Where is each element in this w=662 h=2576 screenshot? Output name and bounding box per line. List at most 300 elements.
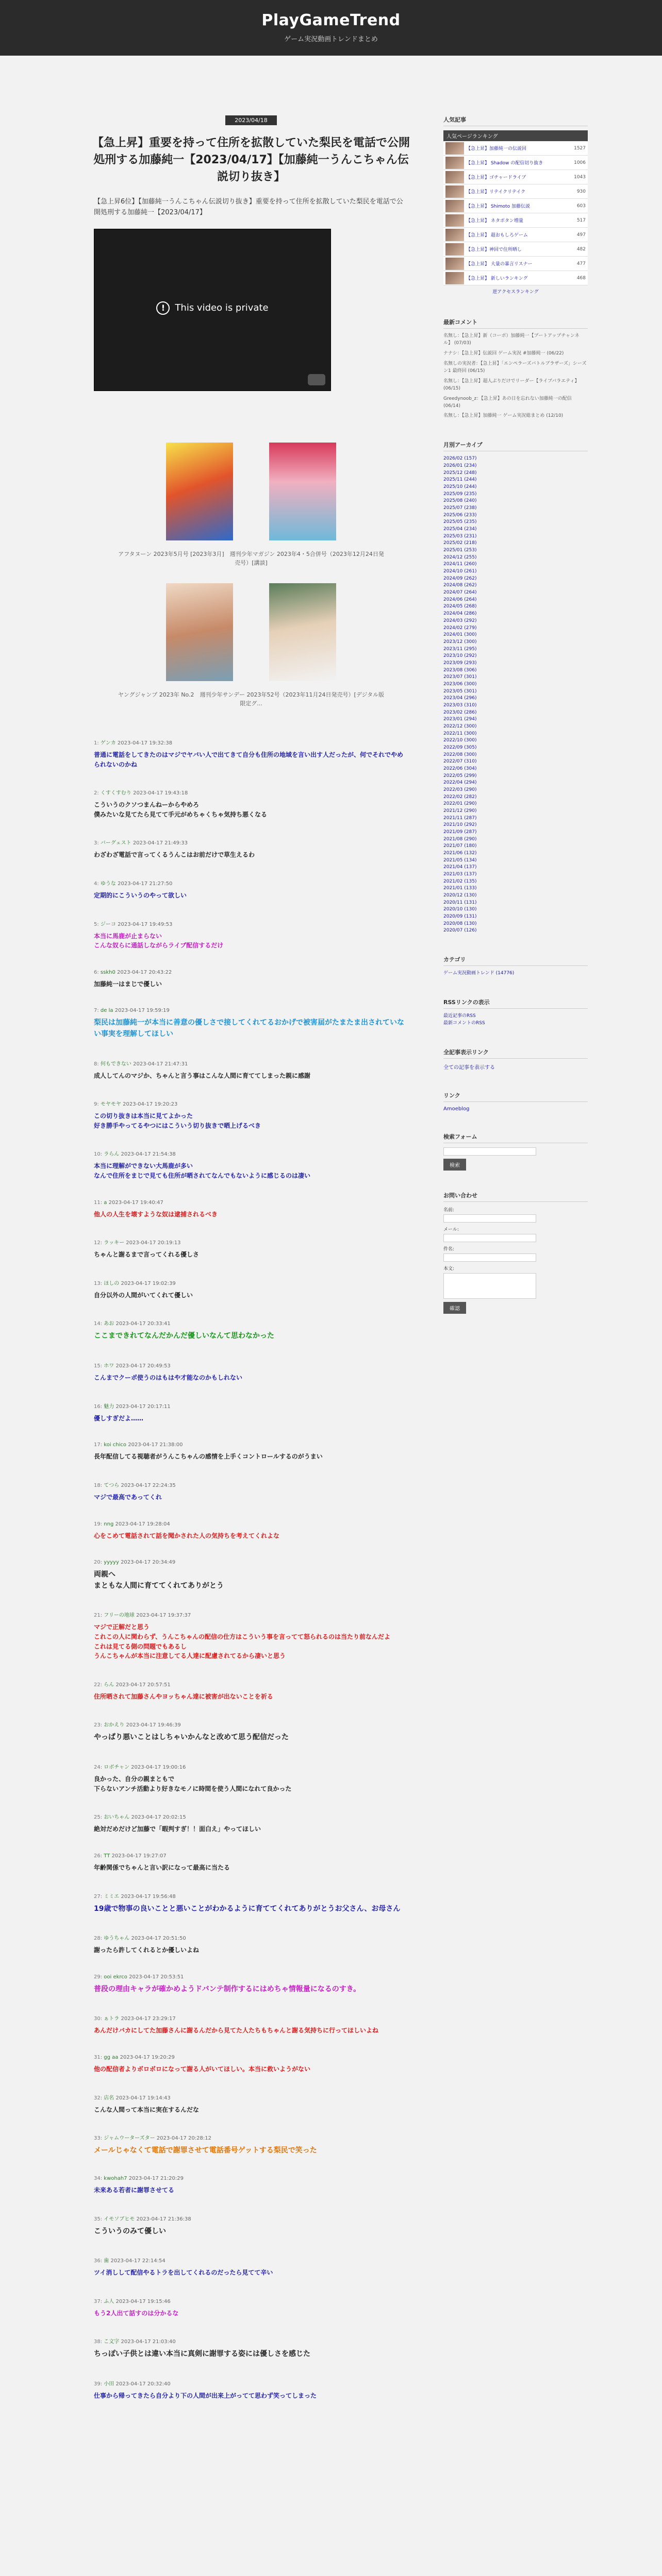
archive-item[interactable]: 2023/10 (292) [443,653,477,659]
comment-date: 2023-04-17 19:37:37 [136,1613,191,1619]
comment-body: やっぱり悪いことはしちゃいかんなと改めて思う配信だった [94,1733,289,1742]
comment-number: 34: [94,2175,103,2181]
all-posts-title: 全記事表示リンク [443,1048,588,1059]
comment-date: 2023-04-17 19:59:19 [114,1008,170,1014]
comment-number: 15: [94,1363,103,1369]
comment-item [94,2093,408,2115]
archive-item[interactable]: 2021/09 (287) [443,829,477,835]
comment-author: TT [104,1853,110,1859]
archive-item[interactable]: 2023/01 (294) [443,717,477,722]
comment-author: ミミエ [104,1893,120,1900]
comment-author: バーグェスト [100,840,131,846]
comment-author: kwohah7 [104,2175,127,2181]
archive-item[interactable]: 2025/01 (253) [443,548,477,553]
comment-meta [94,2214,408,2222]
comment-date: 2023-04-17 19:27:07 [111,1853,167,1859]
comment-meta [94,1762,408,1770]
comment-meta [94,838,408,846]
comment-author: 店名 [104,2095,114,2101]
ranking-count: 497 [576,232,586,238]
cover-caption: アフタヌーン 2023年5月号 [2023年3月] 週刊少年マガジン 2023年4・5合併号（2023年12月24日発売号）[講談] [118,550,384,567]
recent-comment-item[interactable]: 名無し：【急上昇】新（コーポ）加藤純一【ブートアップチャンネル】 (07/03) [443,333,580,346]
archive-item[interactable]: 2021/04 (137) [443,865,477,870]
contact-name-label: 名前: [443,1207,455,1213]
comment-body: こういうのみて優しい [94,2227,166,2235]
comment-item [94,838,408,860]
comment-body: メールじゃなくて電話で謝罪させて電話番号ゲットする梨民で笑った [94,2146,317,2155]
ranking-count: 1006 [574,160,586,165]
ranking-thumbnail[interactable] [445,171,464,183]
comment-number: 5: [94,921,99,927]
ranking-thumbnail[interactable] [445,243,464,256]
contact-subject-field[interactable] [443,1253,536,1262]
comment-number: 25: [94,1815,103,1821]
archive-item[interactable]: 2022/01 (290) [443,801,477,807]
archive-item[interactable]: 2025/02 (218) [443,540,477,546]
comment-item [94,1238,408,1260]
comment-date: 2023-04-17 20:34:49 [121,1560,176,1566]
archive-item[interactable]: 2021/10 (292) [443,822,477,828]
archive-item[interactable]: 2020/09 (131) [443,914,477,920]
archive-item[interactable]: 2020/11 (131) [443,900,477,905]
ranking-count: 930 [576,189,586,194]
comment-number: 16: [94,1403,103,1410]
comment-author: ゆうちゃん [104,1936,130,1942]
comment-number: 8: [94,1061,99,1067]
archive-item[interactable]: 2023/09 (293) [443,660,477,666]
comment-date: 2023-04-17 20:19:13 [126,1240,181,1246]
comment-meta [94,1934,408,1941]
contact-body-field[interactable] [443,1273,536,1299]
comment-meta [94,1720,408,1728]
comment-meta [94,1279,408,1286]
archive-item[interactable]: 2020/12 (130) [443,893,477,899]
comment-number: 10: [94,1151,103,1158]
comment-item [94,879,408,901]
comment-date: 2023-04-17 19:02:39 [121,1280,176,1286]
archive-item[interactable]: 2022/07 (310) [443,759,477,765]
archive-item[interactable]: 2025/09 (235) [443,491,477,497]
archive-item[interactable]: 2021/07 (180) [443,843,477,849]
ranking-row[interactable] [443,228,588,242]
comment-body: 長年配信してる視聴者がうんこちゃんの感情を上手くコントロールするのがうまい [94,1453,323,1461]
archive-item[interactable]: 2024/08 (262) [443,583,477,588]
archive-item[interactable]: 2021/11 (287) [443,815,477,821]
ranking-label[interactable]: 【急上昇】 Shimoto 加藤伝説 [466,204,530,209]
archive-item[interactable]: 2026/02 (157) [443,456,477,462]
comment-item [94,2014,408,2036]
comment-date: 2023-04-17 22:14:54 [110,2258,166,2264]
ranking-list [443,141,588,285]
comment-item [94,1812,408,1834]
comment-number: 37: [94,2298,103,2304]
ranking-thumbnail[interactable] [445,200,464,212]
comment-meta [94,738,408,746]
ranking-label[interactable]: 【急上昇】ゴチャードライブ [466,175,526,180]
comment-author: ふ人 [104,2298,114,2304]
magazine-cover-image[interactable] [269,443,336,540]
archive-item[interactable]: 2023/03 (310) [443,702,477,708]
comment-date: 2023-04-17 20:28:12 [156,2136,211,2142]
archive-item[interactable]: 2024/01 (300) [443,632,477,638]
comment-item [94,1361,408,1383]
comment-body: こんな人間って本当に実在するんだな [94,2106,200,2113]
archive-item[interactable]: 2023/08 (306) [443,667,477,673]
ranking-label[interactable]: 【急上昇】神回で住所晒し [466,247,522,252]
links-block [443,1091,588,1112]
comment-date: 2023-04-17 21:36:38 [136,2216,191,2222]
comment-body: マジで最高であってくれ [94,1493,162,1501]
comment-meta [94,1611,408,1618]
ranking-thumbnail[interactable] [445,157,464,169]
page-body [73,56,589,2420]
comment-date: 2023-04-17 20:53:51 [129,1974,184,1980]
comment-meta [94,1974,408,1980]
comment-number: 23: [94,1722,103,1728]
archive-item[interactable]: 2023/02 (286) [443,709,477,715]
archive-item[interactable]: 2022/08 (300) [443,752,477,757]
comment-author: くすくすむり [100,790,131,796]
archive-item[interactable]: 2023/07 (301) [443,674,477,680]
rss-block [443,998,588,1027]
ranking-label[interactable]: 【急上昇】 ネタボタン増量 [466,218,523,224]
comment-author: こ文字 [104,2339,120,2345]
recent-comment-item[interactable]: Greedynoob_z：【急上昇】あの日を忘れない加藤純一の配信 (06/14) [443,396,572,409]
rss-title: RSSリンクの表示 [443,998,588,1009]
comment-date: 2023-04-17 22:24:35 [121,1482,176,1488]
comment-body: 本当に馬鹿が止まらない こんな奴らに通話しながらライブ配信するだけ [94,932,224,950]
comment-body: 住所晒されて加藤さんやヨッちゃん達に被害が出ないことを祈る [94,1692,273,1700]
comment-author: ホワ [104,1363,114,1369]
comment-date: 2023-04-17 19:14:43 [115,2095,171,2101]
contact-email-field[interactable] [443,1234,536,1242]
external-link[interactable]: Amoeblog [443,1106,470,1112]
recent-comment-item[interactable]: 名無し：【急上昇】加藤純一 ゲーム実況総まとめ (12/10) [443,413,564,419]
ranking-label[interactable]: 【急上昇】 大量の暴言リスナー [466,262,533,267]
archive-item[interactable]: 2024/10 (261) [443,569,477,574]
comment-author: 何もできない [100,1061,131,1067]
comment-body: もう2人出て話すのは分かるな [94,2309,179,2317]
archive-item[interactable]: 2022/06 (304) [443,766,477,771]
ranking-label[interactable]: 【急上昇】 Shadow の配信切り抜き [466,161,543,166]
comment-meta [94,1319,408,1327]
comment-date: 2023-04-17 21:49:33 [133,840,188,846]
comment-number: 12: [94,1240,103,1246]
cover-row-1 [73,443,429,540]
ranking-more-link[interactable]: 逆アクセスランキング [492,290,539,295]
comment-item [94,1892,408,1915]
magazine-cover-image[interactable] [166,583,233,681]
comment-author: ラッキー [104,1240,125,1246]
ranking-row[interactable] [443,242,588,257]
archive-item[interactable]: 2023/04 (296) [443,696,477,701]
comment-number: 31: [94,2055,103,2061]
comment-author: ooi ekrco [104,1974,127,1980]
comment-date: 2023-04-17 21:20:29 [128,2175,184,2181]
comment-body: あんだけバカにしてた加藤さんに謝るんだから見てた人たちもちゃんと謝る気持ちに行ってほしいよね [94,2027,379,2035]
archive-item[interactable]: 2023/11 (295) [443,646,477,652]
archive-item[interactable]: 2020/08 (130) [443,921,477,926]
contact-name-field[interactable] [443,1214,536,1223]
comment-author: あお [104,1321,114,1327]
comment-body: ちゃんと謝るまで言ってくれる優しさ [94,1251,200,1259]
comment-number: 13: [94,1280,103,1286]
video-message-text: This video is private [175,302,269,313]
category-item[interactable]: ゲーム実況動画トレンド (14776) [443,971,515,976]
comment-number: 35: [94,2216,103,2222]
comment-body: 定期的にこういうのやって欲しい [94,891,187,899]
comment-body: 未来ある若者に謝罪させてる [94,2186,175,2194]
comment-date: 2023-04-17 21:54:38 [121,1151,176,1158]
comment-body: マジで正解だと思う これこの人に関わらず、うんこちゃんの配信の仕方はこういう事を言ってて怒られるのは当たり前なんだよ これは見てる側の問題でもあるし うんこちゃんが本当に注意してる人達に配慮されてるから凄いと思う [94,1623,391,1660]
comment-number: 7: [94,1008,99,1014]
search-input[interactable] [443,1147,536,1156]
archive-item[interactable]: 2024/02 (279) [443,625,477,631]
archive-item[interactable]: 2022/11 (300) [443,731,477,736]
archive-item[interactable]: 2023/06 (300) [443,681,477,687]
archive-item[interactable]: 2021/02 (135) [443,878,477,884]
archive-item[interactable]: 2025/04 (234) [443,527,477,532]
archive-item[interactable]: 2021/03 (137) [443,872,477,877]
comment-item [94,1560,408,1591]
archive-item[interactable]: 2022/02 (282) [443,794,477,800]
search-form-block [443,1132,588,1171]
archive-item[interactable]: 2025/05 (235) [443,519,477,525]
ranking-label[interactable]: 【急上昇】リテイクリテイク [466,190,526,195]
archive-item[interactable]: 2025/03 (231) [443,533,477,539]
comment-meta [94,2093,408,2101]
comment-item [94,1934,408,1955]
ranking-label[interactable]: 【急上昇】加藤純一の伝説回 [466,146,527,151]
comment-date: 2023-04-17 19:40:47 [108,1199,163,1206]
comment-date: 2023-04-17 20:49:53 [115,1363,171,1369]
ranking-thumbnail[interactable] [445,185,464,198]
ranking-row[interactable] [443,141,588,156]
main-content [73,115,429,2420]
comment-item [94,1974,408,1995]
comment-author: フリーの地球 [104,1613,135,1619]
archive-item[interactable]: 2024/05 (268) [443,604,477,609]
comment-meta [94,1008,408,1013]
ranking-count: 477 [576,261,586,266]
post-title[interactable]: 【急上昇】重要を持って住所を拡散していた梨民を電話で公開処刑する加藤純一【2023/04/17】【加藤純一うんこちゃん伝説切り抜き】 [92,137,410,183]
ranking-count: 517 [576,217,586,223]
archive-item[interactable]: 2021/06 (132) [443,851,477,856]
comment-number: 6: [94,969,99,975]
comment-author: 魅力 [104,1403,114,1410]
ranking-thumbnail[interactable] [445,142,464,155]
rss-item[interactable]: 最近記事のRSS [443,1013,476,1019]
comment-body: 自分以外の人間がいてくれて優しい [94,1291,193,1299]
comment-item [94,1762,408,1793]
comment-author: de la [100,1008,113,1014]
magazine-cover-image[interactable] [269,583,336,681]
comment-body: この切り抜きは本当に見てよかった 好き勝手やってるやつにはこういう切り抜きで晒上げるべき [94,1112,261,1129]
comment-date: 2023-04-17 19:15:46 [115,2298,171,2304]
ranking-thumbnail[interactable] [445,258,464,270]
comment-number: 4: [94,880,99,887]
archive-title: 月別アーカイブ [443,440,588,451]
archive-item[interactable]: 2025/07 (238) [443,505,477,511]
comment-date: 2023-04-17 20:43:22 [117,969,172,975]
links-title: リンク [443,1091,588,1102]
contact-submit-button[interactable]: 確認 [443,1302,466,1314]
archive-item[interactable]: 2023/12 (300) [443,639,477,645]
comment-item [94,1521,408,1541]
comment-author: おかえり [104,1722,125,1728]
archive-item[interactable]: 2025/08 (240) [443,498,477,504]
ranking-count: 1043 [574,174,586,180]
archive-item[interactable]: 2021/01 (133) [443,886,477,891]
archive-item[interactable]: 2022/05 (299) [443,773,477,778]
comment-meta [94,2176,408,2181]
comment-body: 普通に電話をしてきたのはマジでヤバい人で出てきて自分も住所の地域を言い出す人だったが、何でそれでやめられないのかね [94,751,404,768]
comment-item [94,1680,408,1702]
comment-date: 2023-04-17 19:49:53 [118,921,173,927]
recent-comments-title: 最新コメント [443,318,588,329]
comment-date: 2023-04-17 19:32:38 [117,740,173,746]
comment-meta [94,2256,408,2264]
comment-meta [94,2337,408,2345]
comment-meta [94,1892,408,1900]
ranking-count: 603 [576,203,586,209]
comment-author: ゲンカ [100,740,116,746]
comment-author: てつら [104,1482,120,1488]
comment-number: 9: [94,1101,99,1108]
recent-comments-list [443,333,588,420]
archive-item[interactable]: 2022/04 (294) [443,780,477,786]
comment-body: こういうのクソつまんねーからやめろ 僕みたいな見てたら見てて手元がめちゃくちゃ気持ち悪くなる [94,801,268,818]
popular-block [443,115,588,297]
all-posts-block [443,1048,588,1071]
comment-meta [94,1361,408,1369]
comment-number: 32: [94,2095,103,2101]
archive-item[interactable]: 2024/04 (286) [443,611,477,617]
comment-date: 2023-04-17 19:28:04 [115,1521,170,1527]
ranking-row[interactable] [443,184,588,199]
comment-body: 梨民は加藤純一が本当に善意の優しさで接してくれてるおかげで被害届がたまたま出されていない事実を理解してほしい [94,1019,404,1038]
recent-comment-item[interactable]: ナナシ：【急上昇】伝説回 ゲーム実況 #加藤純一 (06/22) [443,350,564,356]
comment-number: 21: [94,1613,103,1619]
archive-item[interactable]: 2021/08 (290) [443,836,477,842]
comment-author: yyyyy [104,1560,119,1566]
comment-number: 14: [94,1321,103,1327]
comment-body: 本当に理解ができない大馬鹿が多い なんで住所をまじで見ても住所が晒されてなんでもないように感じるのは凄い [94,1162,311,1180]
ranking-count: 482 [576,246,586,252]
archive-item[interactable]: 2021/05 (134) [443,857,477,863]
rss-item[interactable]: 最新コメントのRSS [443,1020,485,1026]
video-player[interactable] [94,229,331,391]
comment-meta [94,970,408,975]
comment-number: 3: [94,840,99,846]
recent-comment-item[interactable]: 名無しの実況者：【急上昇】「エンペラーズバトルブラザーズ」シーズン1 最終回 (06/15) [443,361,587,374]
comment-date: 2023-04-17 21:38:00 [128,1442,183,1448]
post-intro: 【急上昇6位】【加藤純一うんこちゃん伝説切り抜き】重要を持って住所を拡散していた梨民を電話で公開処刑する加藤純一【2023/04/17】 [94,198,403,216]
cover-caption: ヤングジャンプ 2023年 No.2 週刊少年サンデー 2023年52号（2023年11月24日発売号）[デジタル版限定グ... [118,691,385,707]
ranking-label[interactable]: 【急上昇】 新しいランキング [466,276,528,281]
ranking-row[interactable] [443,271,588,285]
category-list [443,970,588,977]
archive-item[interactable]: 2025/10 (244) [443,484,477,490]
archive-item[interactable]: 2022/10 (300) [443,738,477,743]
comment-author: らん [104,1682,114,1688]
archive-item[interactable]: 2025/12 (248) [443,470,477,476]
archive-item[interactable]: 2024/03 (292) [443,618,477,623]
archive-item[interactable]: 2022/03 (290) [443,787,477,792]
comment-number: 18: [94,1482,103,1488]
comment-meta [94,2379,408,2387]
comment-body: 心をこめて電話されて話を聞かされた人の気持ちを考えてくれよな [94,1532,280,1539]
comment-list [73,738,429,2401]
archive-item[interactable]: 2024/09 (262) [443,575,477,581]
comment-meta [94,1238,408,1246]
ranking-thumbnail[interactable] [445,229,464,241]
archive-item[interactable]: 2025/11 (244) [443,477,477,483]
archive-item[interactable]: 2021/12 (290) [443,808,477,814]
archive-item[interactable]: 2024/06 (264) [443,597,477,602]
ranking-thumbnail[interactable] [445,214,464,227]
all-posts-link[interactable]: 全ての記事を表示する [443,1064,495,1071]
comment-item [94,1149,408,1180]
comment-body: 成人してんのマジか、ちゃんと言う事はこんな人間に育ててしまった親に感謝 [94,1072,311,1079]
comment-item [94,2337,408,2360]
site-title[interactable]: PlayGameTrend [261,11,401,29]
comment-meta [94,1099,408,1107]
comment-author: ジーコ [100,921,116,927]
ranking-label[interactable]: 【急上昇】 超おもしろゲーム [466,233,528,238]
comment-author: ロボチャン [104,1765,129,1771]
archive-item[interactable]: 2022/09 (305) [443,744,477,750]
recent-comment-item[interactable]: 名無し：【急上昇】超人ぶりだけでリーダー【ライブバラエティ】 (06/15) [443,378,580,391]
comment-item [94,788,408,819]
comment-item [94,2176,408,2195]
archive-item[interactable]: 2022/12 (300) [443,723,477,729]
ranking-row[interactable] [443,170,588,184]
archive-item[interactable]: 2020/07 (126) [443,928,477,934]
comment-body: 優しすぎだよ…… [94,1414,144,1422]
recent-comments-block [443,318,588,420]
comment-meta [94,1200,408,1206]
comment-date: 2023-04-17 20:17:11 [115,1403,171,1410]
comment-body: ツイ消しして配信やるトラを出してくれるのだったら見てて辛い [94,2269,273,2277]
ranking-thumbnail[interactable] [445,272,464,284]
comment-item [94,1200,408,1219]
archive-item[interactable]: 2024/11 (260) [443,562,477,567]
comment-date: 2023-04-17 20:57:51 [115,1682,171,1688]
comment-meta [94,879,408,887]
comment-item [94,1720,408,1743]
archive-item[interactable]: 2025/06 (233) [443,512,477,518]
ranking-row[interactable] [443,199,588,213]
archive-item[interactable]: 2024/07 (264) [443,590,477,596]
ranking-row[interactable] [443,156,588,170]
comment-date: 2023-04-17 19:56:48 [121,1893,176,1900]
archive-item[interactable]: 2020/10 (130) [443,907,477,912]
search-button[interactable]: 検索 [443,1159,466,1171]
comment-author: ほしの [104,1280,120,1286]
archive-item[interactable]: 2024/12 (255) [443,554,477,560]
youtube-logo-icon[interactable] [308,374,325,385]
exclamation-icon: ! [156,301,170,315]
ranking-row[interactable] [443,257,588,271]
archive-item[interactable]: 2023/05 (301) [443,688,477,694]
comment-body: 良かった、自分の親まともで 下らないアンチ活動より好きなモノに時間を使う人間になれて良かった [94,1775,292,1792]
magazine-cover-image[interactable] [166,443,233,540]
comment-number: 39: [94,2381,103,2387]
archive-item[interactable]: 2026/01 (234) [443,463,477,469]
comment-body: ちっぽい子供とは違い本当に真剣に謝罪する姿には優しさを感じた [94,2350,310,2359]
ranking-row[interactable] [443,213,588,228]
